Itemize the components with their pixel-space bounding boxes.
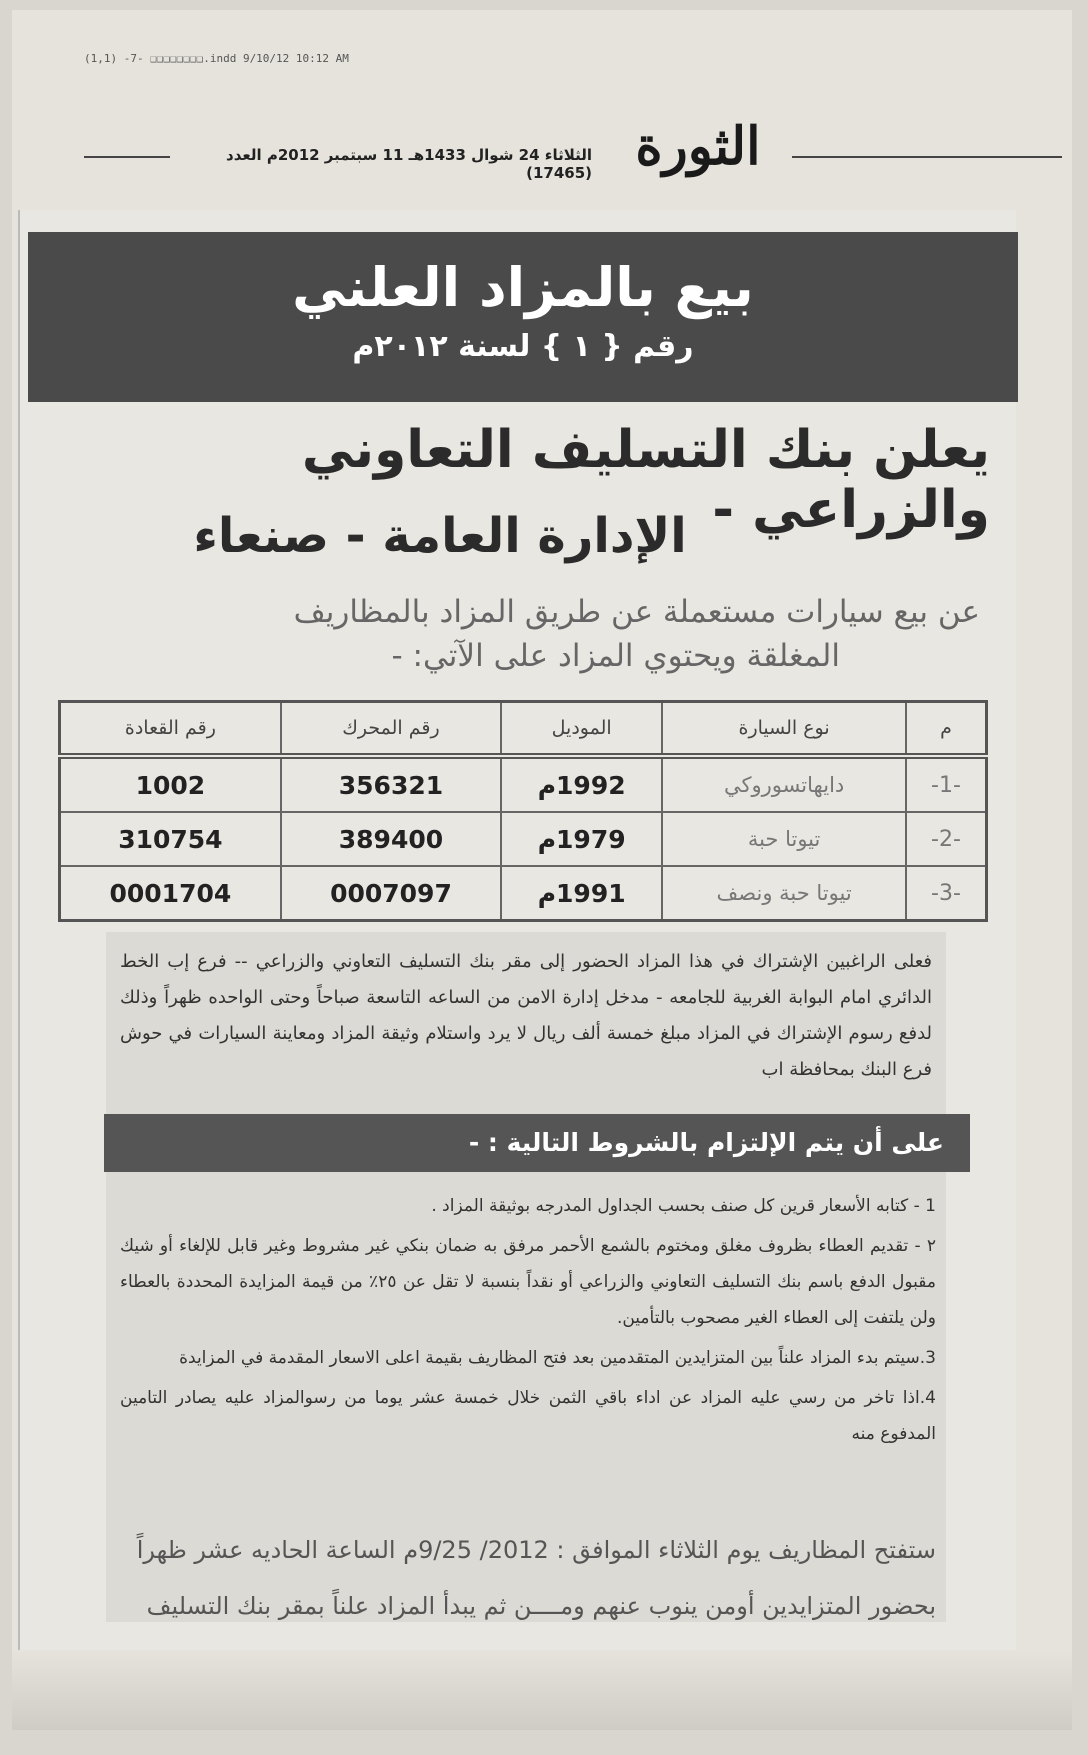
condition-item: 3.سيتم بدء المزاد علناً بين المتزايدين المتقدمين بعد فتح المظاريف بقيمة اعلى الاسعار المقدمة في المزايدة bbox=[179, 1348, 936, 1368]
newspaper-page bbox=[12, 10, 1072, 1730]
header-type: نوع السيارة bbox=[662, 702, 906, 757]
page-fold-shadow bbox=[12, 1650, 1072, 1730]
row-num: -1- bbox=[906, 756, 987, 812]
ad-banner bbox=[28, 232, 1018, 402]
header-num: م bbox=[906, 702, 987, 757]
row-type: تيوتا حبة ونصف bbox=[662, 866, 906, 921]
intro-text bbox=[80, 590, 980, 678]
table-header-row bbox=[60, 702, 987, 757]
row-model: 1992م bbox=[501, 756, 662, 812]
table-row bbox=[60, 866, 987, 921]
ad-title: بيع بالمزاد العلني bbox=[292, 256, 754, 319]
newspaper-logo: الثورة bbox=[635, 116, 761, 177]
row-type: دايهاتسوروكي bbox=[662, 756, 906, 812]
masthead bbox=[12, 110, 1072, 190]
date-line: الثلاثاء 24 شوال 1433هـ 11 سبتمبر 2012م العدد (17465) bbox=[226, 146, 592, 182]
conditions-heading-text: على أن يتم الإلتزام بالشروط التالية : - bbox=[468, 1128, 944, 1157]
auction-advertisement bbox=[18, 210, 1016, 1670]
conditions-heading bbox=[104, 1114, 970, 1172]
masthead-rule-left bbox=[84, 156, 170, 158]
cars-table bbox=[58, 700, 988, 922]
row-model: 1991م bbox=[501, 866, 662, 921]
row-model: 1979م bbox=[501, 812, 662, 866]
announcer-line-2: الإدارة العامة - صنعاء bbox=[193, 508, 687, 564]
header-model: الموديل bbox=[501, 702, 662, 757]
condition-item: 1 - كتابه الأسعار قرين كل صنف بحسب الجداول المدرجه بوثيقة المزاد . bbox=[431, 1196, 936, 1216]
announcer-line-1: يعلن بنك التسليف التعاوني والزراعي - bbox=[301, 420, 990, 540]
row-engine: 356321 bbox=[281, 756, 501, 812]
header-chassis: رقم القعادة bbox=[60, 702, 281, 757]
row-engine: 0007097 bbox=[281, 866, 501, 921]
masthead-rule-right bbox=[792, 156, 1062, 158]
row-chassis: 1002 bbox=[60, 756, 281, 812]
row-chassis: 310754 bbox=[60, 812, 281, 866]
header-engine: رقم المحرك bbox=[281, 702, 501, 757]
closing-text: ستفتح المظاريف يوم الثلاثاء الموافق : 2012/ 9/25م الساعة الحاديه عشر ظهراً بحضور المتزايدين أومن ينوب عنهم ومــــن ثم يبدأ المزاد علناً بمقر بنك التسليف bbox=[136, 1536, 936, 1620]
row-engine: 389400 bbox=[281, 812, 501, 866]
row-chassis: 0001704 bbox=[60, 866, 281, 921]
notice-paragraph: فعلى الراغبين الإشتراك في هذا المزاد الحضور إلى مقر بنك التسليف التعاوني والزراعي -- فرع إب الخط الدائري امام البوابة الغربية للجامعه - مدخل إدارة الامن من الساعه التاسعة صباحاً وحتى الواحده ظهراً وذلك لدفع رسوم الإشتراك في المزاد مبلغ خمسة ألف ريال لا يرد واستلام وثيقة المزاد ومعاينة السيارات في حوش فرع البنك بمحافظة اب bbox=[120, 951, 932, 1080]
table-row bbox=[60, 756, 987, 812]
condition-item: 4.اذا تاخر من رسي عليه المزاد عن اداء باقي الثمن خلال خمسة عشر يوما من رسوالمزاد عليه يصادر التامين المدفوع منه bbox=[120, 1388, 936, 1444]
notice-box bbox=[106, 932, 946, 1622]
ad-subtitle: رقم { ١ } لسنة ٢٠١٢م bbox=[352, 329, 694, 364]
table-row bbox=[60, 812, 987, 866]
intro-line-2: المغلقة ويحتوي المزاد على الآتي: - bbox=[391, 638, 840, 674]
file-info: (1,1) -7- ❑❑❑❑❑❑❑❑.indd 9/10/12 10:12 AM bbox=[84, 52, 349, 65]
row-num: -3- bbox=[906, 866, 987, 921]
intro-line-1: عن بيع سيارات مستعملة عن طريق المزاد بالمظاريف bbox=[293, 594, 980, 630]
row-num: -2- bbox=[906, 812, 987, 866]
row-type: تيوتا حبة bbox=[662, 812, 906, 866]
condition-item: ٢ - تقديم العطاء بظروف مغلق ومختوم بالشمع الأحمر مرفق به ضمان بنكي غير مشروط وغير قابل للإلغاء أو شيك مقبول الدفع باسم بنك التسليف التعاوني والزراعي أو نقداً بنسبة لا تقل عن ٢٥٪ من قيمة المزايدة المحددة بالعطاء ولن يلتفت إلى العطاء الغير مصحوب بالتأمين. bbox=[120, 1236, 936, 1328]
conditions-list bbox=[120, 1188, 936, 1456]
